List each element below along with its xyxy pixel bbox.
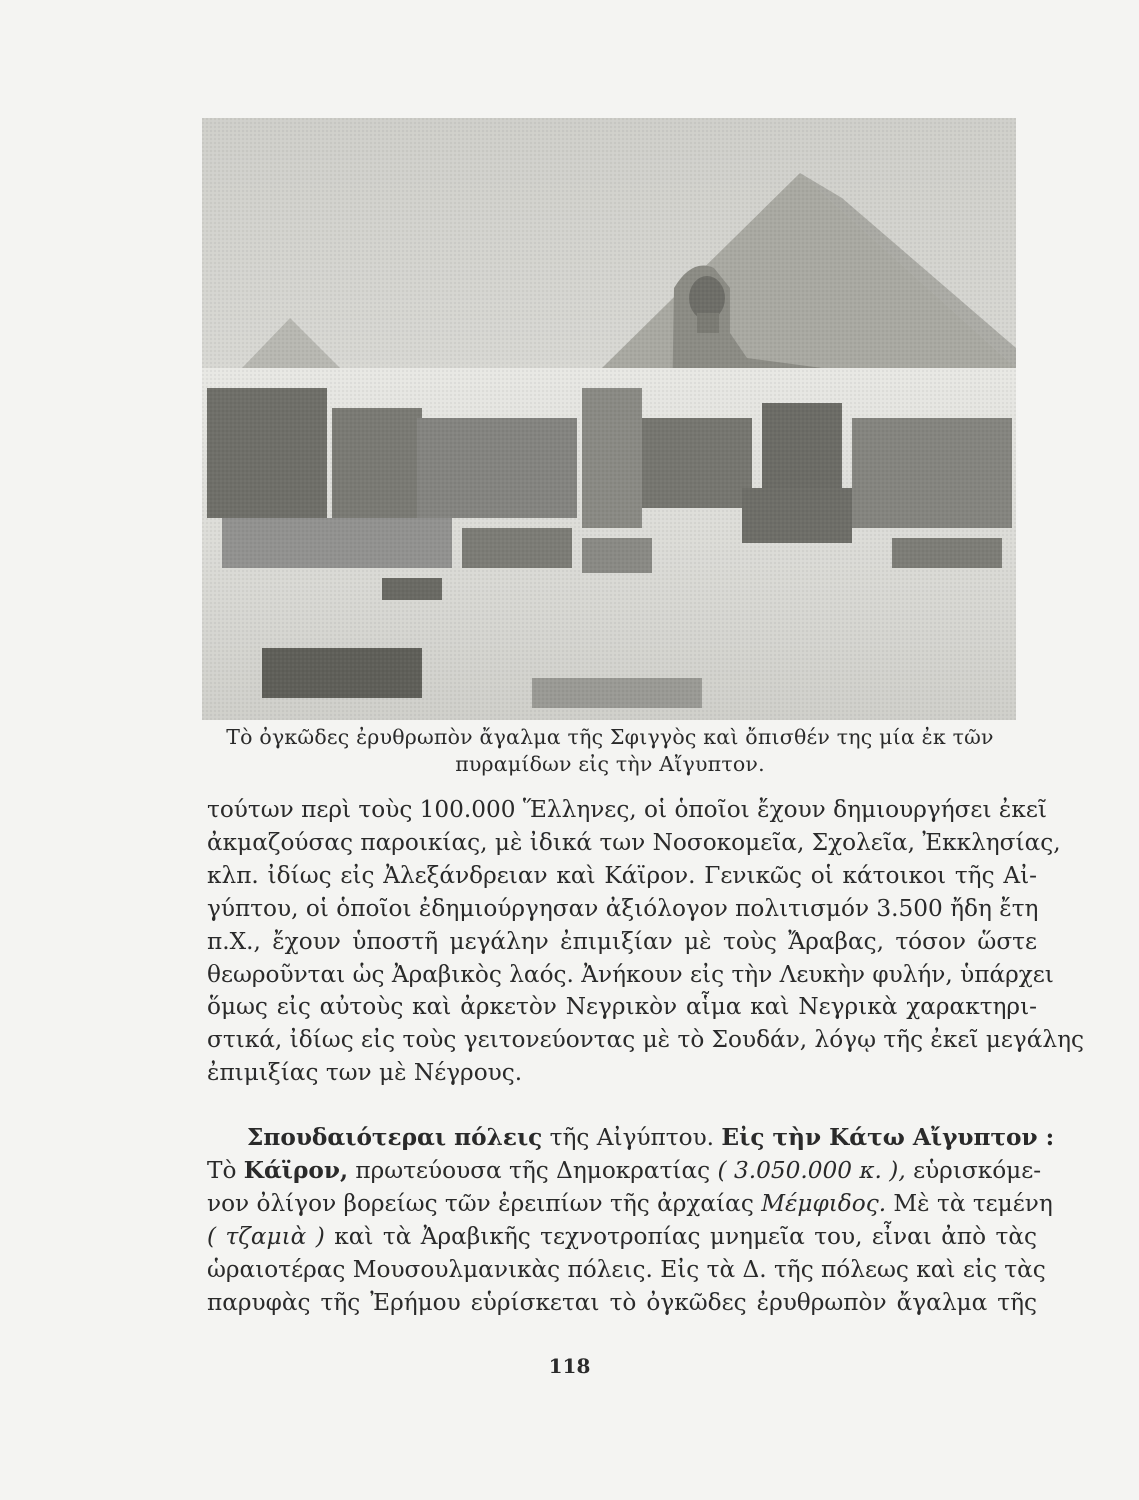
page-number: 118 xyxy=(548,1354,591,1378)
text-span: εὑρισκόμε- xyxy=(905,1156,1042,1184)
text-line: ὡραιοτέρας Μουσουλμανικὰς πόλεις. Εἰς τὰ Δ. τῆς πόλεως καὶ εἰς τὰς xyxy=(207,1255,1046,1283)
text-span: πρωτεύουσα τῆς Δημοκρατίας xyxy=(348,1156,718,1184)
text-span: Μὲ τὰ τεμένη xyxy=(886,1189,1053,1217)
photo-drawing xyxy=(202,118,1016,720)
text-span: Τὸ xyxy=(207,1156,244,1184)
memphis: Μέμφιδος. xyxy=(761,1189,887,1217)
text-line: ἐπιμιξίας των μὲ Νέγρους. xyxy=(207,1059,523,1087)
paragraph-cities xyxy=(207,1122,1055,1319)
text-line xyxy=(207,1155,1042,1188)
city-cairo: Κάϊρον, xyxy=(243,1156,349,1184)
text-line: ὅμως εἰς αὐτοὺς καὶ ἀρκετὸν Νεγρικὸν αἷμα καὶ Νεγρικὰ χαρακτηρι- xyxy=(207,993,1037,1021)
text-line: τούτων περὶ τοὺς 100.000 Ἕλληνες, οἱ ὁποῖοι ἔχουν δημιουργήσει ἐκεῖ xyxy=(207,796,1047,823)
sphinx-pyramid-photo xyxy=(202,118,1016,720)
heading-main-cities: Σπουδαιότεραι πόλεις xyxy=(247,1124,543,1151)
text-line xyxy=(207,1188,1053,1221)
text-line: π.Χ., ἔχουν ὑποστῆ μεγάλην ἐπιμιξίαν μὲ τοὺς Ἄραβας, τόσον ὥστε xyxy=(207,927,1037,955)
heading-lower-egypt: Εἰς τὴν Κάτω Αἴγυπτον : xyxy=(721,1124,1055,1151)
text-line: γύπτου, οἱ ὁποῖοι ἐδημιούργησαν ἀξιόλογον πολιτισμόν 3.500 ἤδη ἔτη xyxy=(207,894,1039,922)
text-span: τῆς Αἰγύπτου. xyxy=(542,1124,722,1151)
text-line: παρυφὰς τῆς Ἐρήμου εὑρίσκεται τὸ ὀγκῶδες ἐρυθρωπὸν ἄγαλμα τῆς xyxy=(207,1288,1037,1316)
text-line xyxy=(207,1122,1055,1155)
cairo-population: ( 3.050.000 κ. ), xyxy=(717,1156,906,1184)
text-span: νον ὀλίγον βορείως τῶν ἐρειπίων τῆς ἀρχαίας xyxy=(207,1189,762,1217)
text-line: ἀκμαζούσας παροικίας, μὲ ἰδικά των Νοσοκομεῖα, Σχολεῖα, Ἐκκλησίας, xyxy=(207,828,1061,856)
text-line: θεωροῦνται ὡς Ἀραβικὸς λαός. Ἀνήκουν εἰς τὴν Λευκὴν φυλήν, ὑπάρχει xyxy=(207,960,1054,988)
text-line: κλπ. ἰδίως εἰς Ἀλεξάνδρειαν καὶ Κάϊρον. Γενικῶς οἱ κάτοικοι τῆς Αἰ- xyxy=(207,861,1037,889)
text-span: καὶ τὰ Ἀραβικῆς τεχνοτροπίας μνημεῖα του, εἶναι ἀπὸ τὰς xyxy=(324,1222,1037,1250)
caption-line: Τὸ ὀγκῶδες ἐρυθρωπὸν ἄγαλμα τῆς Σφιγγὸς καὶ ὄπισθέν της μία ἐκ τῶν xyxy=(226,725,994,749)
photo-caption xyxy=(200,724,1020,778)
text-line: στικά, ἰδίως εἰς τοὺς γειτονεύοντας μὲ τὸ Σουδάν, λόγῳ τῆς ἐκεῖ μεγάλης xyxy=(207,1026,1085,1054)
paragraph-population xyxy=(207,794,1085,1090)
caption-line: πυραμίδων εἰς τὴν Αἴγυπτον. xyxy=(455,752,765,776)
mosques-note: ( τζαμιὰ ) xyxy=(207,1222,325,1250)
text-line xyxy=(207,1221,1037,1254)
